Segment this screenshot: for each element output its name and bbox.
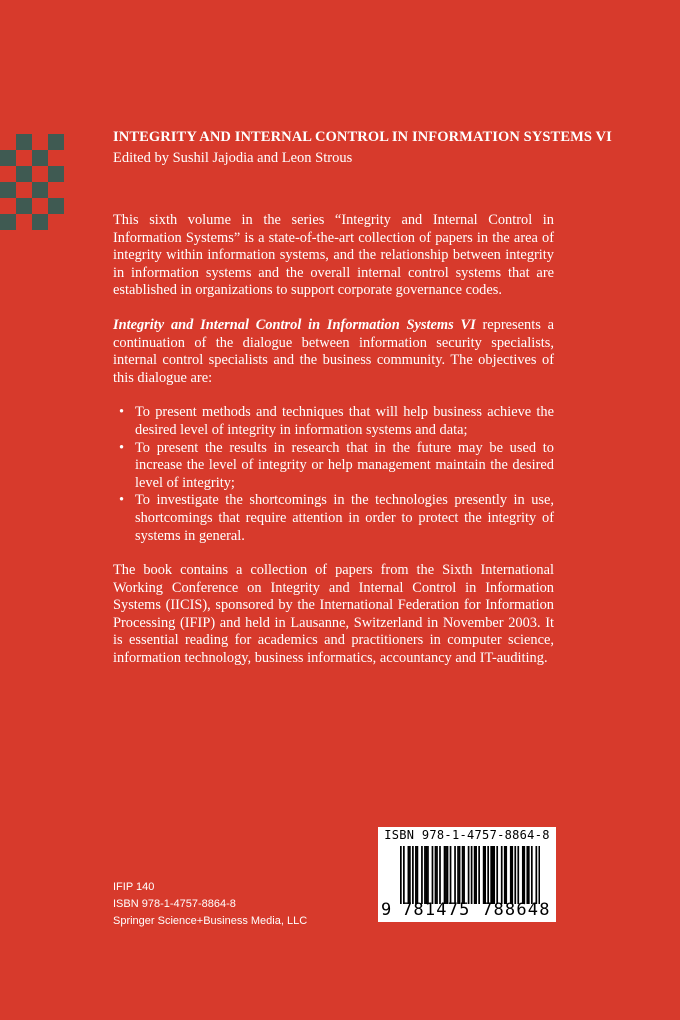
barcode-bar — [511, 846, 513, 904]
barcode-bar — [528, 846, 530, 904]
barcode-bar — [463, 846, 465, 904]
barcode-bar — [412, 846, 414, 904]
barcode-bar — [514, 846, 516, 904]
barcode-bar — [478, 846, 480, 904]
barcode-bar — [510, 846, 512, 904]
objective-item — [113, 404, 554, 439]
checker-square — [16, 198, 32, 214]
barcode-bar — [408, 846, 410, 904]
book-title: INTEGRITY AND INTERNAL CONTROL IN INFORMATION SYSTEMS VI — [113, 129, 612, 145]
blurb-paragraph-2 — [113, 317, 554, 387]
publisher: Springer Science+Business Media, LLC — [113, 915, 308, 927]
barcode-bar — [535, 846, 537, 904]
barcode-bar — [475, 846, 477, 904]
barcode-bar — [417, 846, 419, 904]
barcode-bar — [444, 846, 446, 904]
blurb-paragraph-1: This sixth volume in the series “Integrity and Internal Control in Information Systems” is a state-of-the-art collection of papers in the area of integrity within information systems, and the relationship between integrity in information systems and the overall internal control systems that are established in organizations to support corporate governance codes. — [113, 212, 554, 299]
checker-square — [32, 182, 48, 198]
barcode-bar — [427, 846, 429, 904]
barcode-bar — [415, 846, 417, 904]
objective-text: To present methods and techniques that will help business achieve the desired level of integrity in information systems and data; — [135, 404, 554, 438]
barcode-bar — [474, 846, 476, 904]
isbn-barcode — [378, 827, 556, 922]
barcode-bar — [501, 846, 503, 904]
barcode-bar — [523, 846, 525, 904]
barcode-bar — [400, 846, 402, 904]
objective-item — [113, 440, 554, 493]
barcode-bar — [445, 846, 447, 904]
barcode-bar — [496, 846, 498, 904]
objective-text: To present the results in research that in the future may be used to increase the level of integrity or help management maintain the desired level of integrity; — [135, 439, 554, 491]
bullet-icon: • — [119, 404, 125, 421]
checker-square — [16, 134, 32, 150]
objectives-list — [113, 404, 554, 545]
barcode-bar — [487, 846, 489, 904]
checker-square — [32, 214, 48, 230]
barcode-bar — [409, 846, 411, 904]
checker-square — [32, 150, 48, 166]
imprint-isbn: ISBN 978-1-4757-8864-8 — [113, 898, 236, 910]
barcode-bar — [439, 846, 441, 904]
imprint — [113, 879, 307, 930]
checker-square — [48, 134, 64, 150]
barcode-bar — [483, 846, 485, 904]
barcode-bar — [505, 846, 507, 904]
checker-decoration — [0, 134, 64, 230]
barcode-bar — [435, 846, 437, 904]
barcode-bar — [522, 846, 524, 904]
series-number: IFIP 140 — [113, 881, 155, 893]
barcode-bar — [517, 846, 519, 904]
barcode-bar — [492, 846, 494, 904]
barcode-bar — [484, 846, 486, 904]
barcode-bar — [526, 846, 528, 904]
objective-text: To investigate the shortcomings in the technologies presently in use, shortcomings that require attention in order to protect the integrity of systems in general. — [135, 492, 554, 544]
barcode-bar — [493, 846, 495, 904]
book-editors: Edited by Sushil Jajodia and Leon Strous — [113, 150, 353, 166]
barcode-bar — [436, 846, 438, 904]
barcode-bar — [504, 846, 506, 904]
barcode-isbn-label: ISBN 978-1-4757-8864-8 — [384, 828, 550, 842]
checker-square — [48, 198, 64, 214]
barcode-first-digit: 9 — [381, 900, 392, 920]
checker-square — [16, 166, 32, 182]
barcode-bar — [531, 846, 533, 904]
barcode-bar — [432, 846, 434, 904]
barcode-bar — [459, 846, 461, 904]
barcode-bar — [450, 846, 452, 904]
barcode-bars — [400, 846, 540, 904]
barcode-bar — [447, 846, 449, 904]
blurb-paragraph-2-text: represents a continuation of the dialogue between information security specialists, internal control specialists and the business community. The objectives of this dialogue are: — [113, 316, 554, 386]
barcode-bar — [457, 846, 459, 904]
barcode-bar — [538, 846, 540, 904]
barcode-bar — [426, 846, 428, 904]
barcode-bar — [471, 846, 473, 904]
barcode-bar — [424, 846, 426, 904]
checker-square — [0, 150, 16, 166]
barcode-bar — [462, 846, 464, 904]
barcode-bar — [468, 846, 470, 904]
blurb — [113, 212, 554, 685]
bullet-icon: • — [119, 439, 125, 456]
bullet-icon: • — [119, 492, 125, 509]
objective-item — [113, 492, 554, 545]
barcode-bar — [454, 846, 456, 904]
checker-square — [0, 214, 16, 230]
blurb-paragraph-3: The book contains a collection of papers from the Sixth International Working Conference on Integrity and Internal Control in Information Systems (IICIS), sponsored by the International Federation for Information Processing (IFIP) and held in Lausanne, Switzerland in November 2003. It is essential reading for academics and practitioners in computer science, information technology, business informatics, accountancy and IT-auditing. — [113, 562, 554, 667]
barcode-bar — [403, 846, 405, 904]
barcode-bar — [490, 846, 492, 904]
barcode-digits: 781475 788648 — [402, 900, 551, 920]
barcode-bar — [421, 846, 423, 904]
checker-square — [0, 182, 16, 198]
blurb-title-emphasis: Integrity and Internal Control in Information Systems VI — [113, 316, 476, 333]
checker-square — [48, 166, 64, 182]
